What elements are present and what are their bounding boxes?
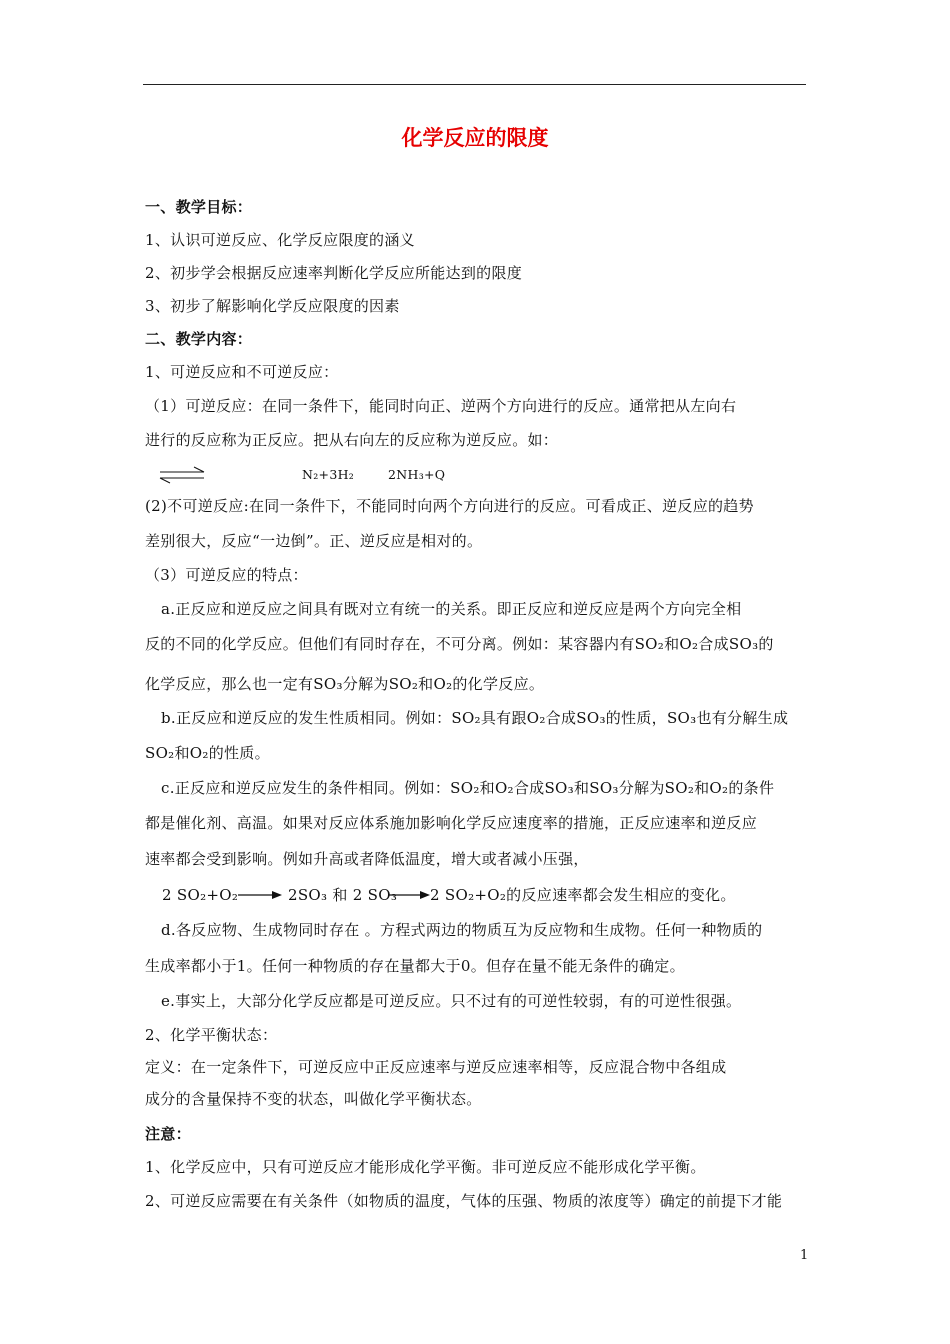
forward-arrow-icon <box>387 889 431 901</box>
goal-item: 2、初步学会根据反应速率判断化学反应所能达到的限度 <box>145 264 523 282</box>
page-number: 1 <box>800 1248 809 1263</box>
paragraph-line: 生成率都小于1。任何一种物质的存在量都大于0。但存在量不能无条件的确定。 <box>145 957 685 975</box>
goal-item: 3、初步了解影响化学反应限度的因素 <box>145 297 400 315</box>
paragraph-line: 化学反应，那么也一定有SO₃分解为SO₂和O₂的化学反应。 <box>145 675 545 693</box>
equation-part: 2 SO₂+O₂ <box>162 886 239 904</box>
paragraph-line: 速率都会受到影响。例如升高或者降低温度，增大或者减小压强， <box>145 850 589 868</box>
header-rule <box>143 84 806 85</box>
paragraph-line: 成分的含量保持不变的状态，叫做化学平衡状态。 <box>145 1090 482 1108</box>
paragraph-line: 定义：在一定条件下，可逆反应中正反应速率与逆反应速率相等，反应混合物中各组成 <box>145 1058 727 1076</box>
paragraph-line: b.正反应和逆反应的发生性质相同。例如：SO₂具有跟O₂合成SO₃的性质，SO₃也有分解生成 <box>161 709 789 727</box>
paragraph-line: (2)不可逆反应:在同一条件下，不能同时向两个方向进行的反应。可看成正、逆反应的趋势 <box>145 497 754 515</box>
paragraph-line: 都是催化剂、高温。如果对反应体系施加影响化学反应速度率的措施，正反应速率和逆反应 <box>145 814 758 832</box>
section-heading-goals: 一、教学目标： <box>145 198 253 216</box>
paragraph-line: e.事实上，大部分化学反应都是可逆反应。只不过有的可逆性较弱，有的可逆性很强。 <box>161 992 742 1010</box>
paragraph-line: a.正反应和逆反应之间具有既对立有统一的关系。即正反应和逆反应是两个方向完全相 <box>161 600 742 618</box>
paragraph-line: SO₂和O₂的性质。 <box>145 744 270 762</box>
equation-reactants: N₂+3H₂ <box>302 467 355 482</box>
paragraph-line: 差别很大，反应“一边倒”。正、逆反应是相对的。 <box>145 532 483 550</box>
subsection-heading: 1、可逆反应和不可逆反应： <box>145 363 339 381</box>
equation-part: 2 SO₂+O₂的反应速率都会发生相应的变化。 <box>430 886 736 904</box>
subsection-heading: 2、化学平衡状态： <box>145 1026 278 1044</box>
paragraph-line: （1）可逆反应：在同一条件下，能同时向正、逆两个方向进行的反应。通常把从左向右 <box>145 397 737 415</box>
paragraph-line: （3）可逆反应的特点： <box>145 566 308 584</box>
goal-item: 1、认识可逆反应、化学反应限度的涵义 <box>145 231 415 249</box>
paragraph-line: c.正反应和逆反应发生的条件相同。例如：SO₂和O₂合成SO₃和SO₃分解为SO₂和O₂的条件 <box>161 779 775 797</box>
paragraph-line: d.各反应物、生成物同时存在 。方程式两边的物质互为反应物和生成物。任何一种物质的 <box>161 921 763 939</box>
equation-products: 2NH₃+Q <box>388 467 446 482</box>
section-heading-content: 二、教学内容： <box>145 330 253 348</box>
page-title: 化学反应的限度 <box>401 126 549 150</box>
forward-arrow-icon <box>237 889 283 901</box>
paragraph-line: 进行的反应称为正反应。把从右向左的反应称为逆反应。如： <box>145 431 559 449</box>
note-item: 2、可逆反应需要在有关条件（如物质的温度，气体的压强、物质的浓度等）确定的前提下才能 <box>145 1192 783 1210</box>
equation-part: 2SO₃ 和 2 SO₃ <box>288 886 398 904</box>
note-item: 1、化学反应中，只有可逆反应才能形成化学平衡。非可逆反应不能形成化学平衡。 <box>145 1158 706 1176</box>
equilibrium-arrow-icon <box>158 466 206 484</box>
note-heading: 注意： <box>145 1125 191 1143</box>
paragraph-line: 反的不同的化学反应。但他们有同时存在，不可分离。例如：某容器内有SO₂和O₂合成SO₃的 <box>145 635 774 653</box>
